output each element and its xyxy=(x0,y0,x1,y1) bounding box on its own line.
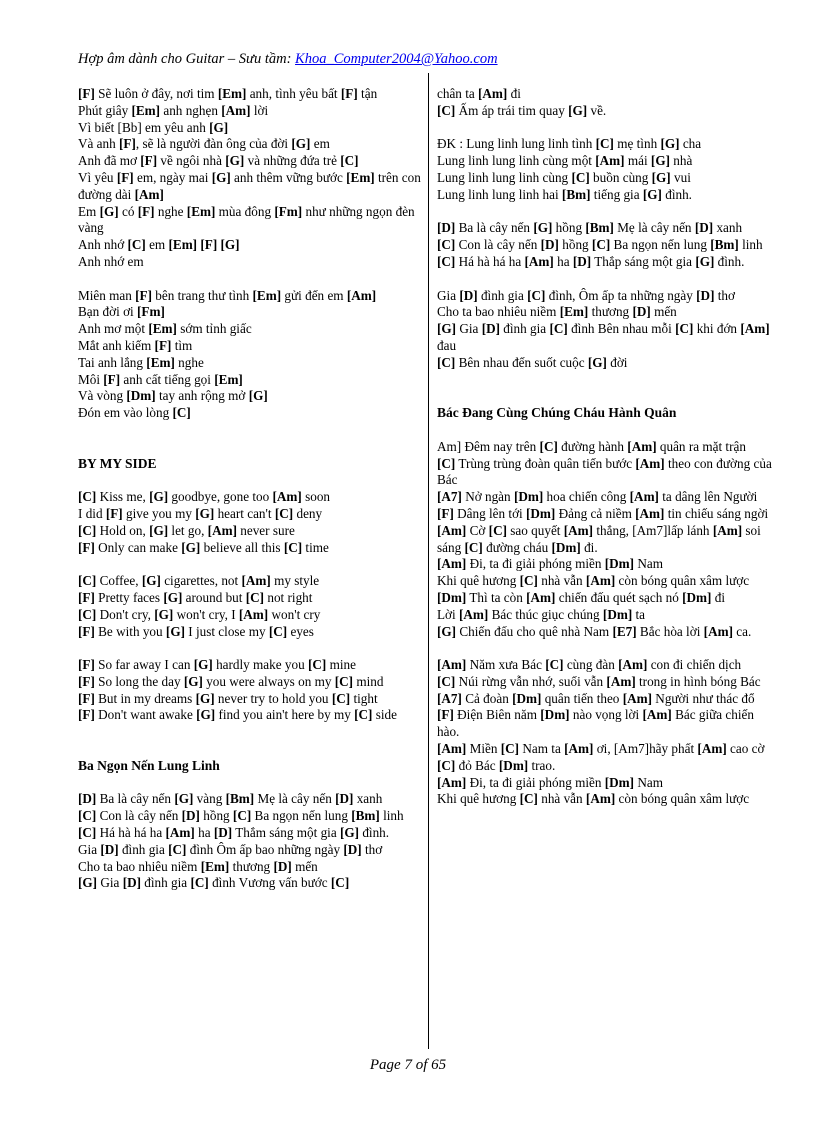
lyric-line: Lời [Am] Bác thúc giục chúng [Dm] ta xyxy=(437,606,646,622)
chord: [F] xyxy=(437,707,454,723)
chord: [Am] xyxy=(241,573,271,589)
chord: [Am] xyxy=(629,489,659,505)
chord: [C] xyxy=(437,253,456,269)
chord: [Am] xyxy=(437,657,467,673)
chord: [Dm] xyxy=(437,589,467,605)
chord: [Am] xyxy=(642,707,672,723)
chord: [C] xyxy=(437,102,456,118)
chord: [Am] xyxy=(697,741,727,757)
chord: [D] xyxy=(572,253,592,269)
lyric-line: [F] Pretty faces [G] around but [C] not right xyxy=(78,589,313,605)
chord: [C] xyxy=(78,489,97,505)
chord: [G] xyxy=(651,169,671,185)
blank-line xyxy=(78,472,422,489)
lyric-line: [Am] Đi, ta đi giải phóng miền [Dm] Nam xyxy=(437,774,663,790)
chord: [G] xyxy=(99,203,119,219)
lyric-line: Tai anh lắng [Em] nghe xyxy=(78,354,204,370)
lyric-line: Gia [D] đình gia [C] đình, Ôm ấp ta những ngày [D] thơ xyxy=(437,287,735,303)
chord: [C] xyxy=(519,791,538,807)
lyric-line: ĐK : Lung linh lung linh tình [C] mẹ tình [G] cha xyxy=(437,136,702,152)
chord: [C] xyxy=(519,573,538,589)
chord: [D] xyxy=(335,791,354,807)
chord: [F] xyxy=(105,505,123,521)
lyric-line: [F] Sẽ luôn ở đây, nơi tim [Em] anh, tình yêu bất [F] tận xyxy=(78,86,378,101)
chord: [C] xyxy=(78,606,97,622)
lyric-line: [A7] Cả đoàn [Dm] quân tiến theo [Am] Người như thác đổ xyxy=(437,690,755,706)
lyric-line: [F] So long the day [G] you were always on my [C] mind xyxy=(78,673,384,689)
chord: [C] xyxy=(675,321,694,337)
chord: [Am] xyxy=(595,153,625,169)
chord: [G] xyxy=(149,522,169,538)
chord: [Am] xyxy=(618,657,648,673)
chord: [C] xyxy=(190,875,209,891)
lyric-line: [C] Hold on, [G] let go, [Am] never sure xyxy=(78,522,295,538)
chord: [G] xyxy=(165,623,185,639)
chord: [Em] xyxy=(186,203,216,219)
lyric-line: [G] Chiến đấu cho quê nhà Nam [E7] Bắc hòa lời [Am] ca. xyxy=(437,623,752,639)
lyric-line: Vì yêu [F] em, ngày mai [G] anh thêm vững bước [Em] trên con đường dài [Am] xyxy=(78,169,421,202)
lyric-line: Cho ta bao nhiêu niềm [Em] thương [D] mến xyxy=(78,858,318,874)
chord: [Am] xyxy=(627,438,657,454)
blank-line xyxy=(437,120,777,137)
chord: [Em] xyxy=(559,304,589,320)
chord: [Am] xyxy=(524,253,554,269)
chord: [C] xyxy=(545,657,564,673)
song-title: Bác Đang Cùng Chúng Cháu Hành Quân xyxy=(437,405,677,421)
chord: [Am] xyxy=(221,102,251,118)
left-column xyxy=(78,86,422,892)
chord: [C] xyxy=(172,405,191,421)
chord: [G] xyxy=(149,489,169,505)
chord: [G] xyxy=(225,153,245,169)
chord: [Dm] xyxy=(604,774,635,790)
chord: [G] xyxy=(78,875,98,891)
header-email-link[interactable]: Khoa_Computer2004@Yahoo.com xyxy=(295,51,498,67)
blank-line xyxy=(437,204,777,221)
chord: [G] xyxy=(183,673,203,689)
page-header xyxy=(78,51,498,68)
lyric-line: [Am] Đi, ta đi giải phóng miền [Dm] Nam xyxy=(437,556,663,572)
lyric-line: [C] Don't cry, [G] won't cry, I [Am] won't cry xyxy=(78,606,321,622)
chord: [G] xyxy=(163,589,183,605)
blank-line xyxy=(437,422,777,439)
chord: [Am] xyxy=(585,573,616,589)
chord: [C] xyxy=(78,522,97,538)
chord: [D] xyxy=(213,825,233,841)
chord: [A7] xyxy=(437,489,462,505)
chord: [Am] xyxy=(606,673,636,689)
chord: [Am] xyxy=(437,522,467,538)
chord: [C] xyxy=(274,505,294,521)
chord: [Dm] xyxy=(512,690,542,706)
lyric-line: [C] Núi rừng vẫn nhớ, suối vẫn [Am] trong in hình bóng Bác xyxy=(437,673,761,689)
lyric-line: [D] Ba là cây nến [G] vàng [Bm] Mẹ là cây nến [D] xanh xyxy=(78,791,383,807)
chord: [F] xyxy=(103,371,121,387)
chord: [Dm] xyxy=(602,606,633,622)
chord: [Am] xyxy=(165,825,195,841)
chord: [G] xyxy=(650,153,670,169)
chord: [C] xyxy=(330,875,350,891)
lyric-line: [D] Ba là cây nến [G] hồng [Bm] Mẹ là cây nến [D] xanh xyxy=(437,220,743,236)
chord: [F] xyxy=(78,86,95,101)
chord: [Am] xyxy=(585,791,616,807)
chord: [Dm] xyxy=(526,505,556,521)
lyric-line: [C] Con là cây nến [D] hồng [C] Ba ngọn nến lung [Bm] linh xyxy=(78,808,404,824)
chord: [Am] xyxy=(437,774,467,790)
chord: [Am] xyxy=(712,522,743,538)
chord: [C] xyxy=(127,237,146,253)
song-title: BY MY SIDE xyxy=(78,455,157,471)
chord: [F] xyxy=(78,657,95,673)
chord: [D] xyxy=(122,875,141,891)
chord: [D] xyxy=(343,841,362,857)
lyric-line: [Am] Năm xưa Bác [C] cùng đàn [Am] con đi chiến dịch xyxy=(437,657,742,673)
chord: [F] xyxy=(78,539,95,555)
chord: [Dm] xyxy=(540,707,570,723)
lyric-line: I did [F] give you my [G] heart can't [C] deny xyxy=(78,505,323,521)
chord: [F] xyxy=(140,153,158,169)
chord: [Am] xyxy=(703,623,733,639)
blank-line xyxy=(437,271,777,288)
chord: [C] xyxy=(354,707,373,723)
chord: [C] xyxy=(168,841,187,857)
lyric-line: Cho ta bao nhiêu niềm [Em] thương [D] mến xyxy=(437,304,677,320)
lyric-line: [F] Dâng lên tới [Dm] Đảng cả niềm [Am] tin chiếu sáng ngời xyxy=(437,505,769,521)
chord: [G] xyxy=(174,791,194,807)
chord: [G] xyxy=(195,690,215,706)
lyric-line: Am] Đêm nay trên [C] đường hành [Am] quân ra mặt trận xyxy=(437,438,746,454)
chord: [Am] xyxy=(459,606,489,622)
chord: [Am] xyxy=(478,86,508,101)
chord: [Bm] xyxy=(710,237,739,253)
chord: [G] xyxy=(196,707,216,723)
chord: [C] xyxy=(437,455,456,471)
chord: [E7] xyxy=(612,623,637,639)
lyric-line: [G] Gia [D] đình gia [C] đình Vương vấn bước [C] xyxy=(78,875,350,891)
chord: [Dm] xyxy=(604,556,635,572)
chord: [Am] xyxy=(526,589,556,605)
chord: [C] xyxy=(437,237,456,253)
chord: [Am] xyxy=(134,186,164,202)
chord: [D] xyxy=(100,841,119,857)
chord: [F] xyxy=(340,86,358,101)
chord: [F] xyxy=(78,589,95,605)
chord: [C] xyxy=(527,287,546,303)
blank-line xyxy=(78,422,422,456)
chord: [C] xyxy=(331,690,351,706)
chord: [C] xyxy=(571,169,590,185)
chord: [C] xyxy=(464,539,483,555)
lyric-line: [C] Kiss me, [G] goodbye, gone too [Am] soon xyxy=(78,489,331,505)
lyric-line: [F] Only can make [G] believe all this [C] time xyxy=(78,539,329,555)
chord: [C] xyxy=(307,657,327,673)
chord: [C] xyxy=(268,623,288,639)
chord: [Am] xyxy=(272,489,302,505)
lyric-line: Em [G] có [F] nghe [Em] mùa đông [Fm] như những ngọn đèn vàng xyxy=(78,203,415,236)
page-footer: Page 7 of 65 xyxy=(369,1057,447,1073)
chord: [Am] xyxy=(437,556,467,572)
chord: [Em] xyxy=(168,237,198,253)
chord: [D] xyxy=(694,220,714,236)
lyric-line: Đón em vào lòng [C] xyxy=(78,405,191,421)
chord: [G] xyxy=(141,573,161,589)
chord: [Dm] xyxy=(682,589,712,605)
chord: [D] xyxy=(696,287,715,303)
lyric-line: [Am] Miền [C] Nam ta [Am] ơi, [Am7]hãy phất [Am] cao cờ [C] đỏ Bác [Dm] trao. xyxy=(437,741,765,773)
chord: [G] xyxy=(193,657,213,673)
chord: [G] xyxy=(587,354,607,370)
chord: [G] xyxy=(195,505,215,521)
chord: [G] xyxy=(181,539,201,555)
right-column xyxy=(437,86,777,808)
chord: [D] xyxy=(632,304,651,320)
chord: [C] xyxy=(78,573,97,589)
lyric-line: Lung linh lung linh cùng một [Am] mái [G] nhà xyxy=(437,153,693,169)
chord: [D] xyxy=(437,220,456,236)
chord: [G] xyxy=(642,186,662,202)
chord: [C] xyxy=(591,237,611,253)
chord: [G] xyxy=(660,136,680,152)
lyric-line: [C] Con là cây nến [D] hồng [C] Ba ngọn nến lung [Bm] linh xyxy=(437,237,763,253)
chord: [Dm] xyxy=(513,489,544,505)
chord: [Em] xyxy=(214,371,243,387)
chord: [Bm] xyxy=(561,186,591,202)
chord: [C] xyxy=(334,673,354,689)
chord: [D] xyxy=(273,858,292,874)
chord: [Am] xyxy=(563,522,594,538)
chord: [F] xyxy=(437,505,454,521)
chord: [G] xyxy=(568,102,588,118)
chord: [F] xyxy=(154,337,172,353)
chord: [Em] xyxy=(346,169,375,185)
chord: [Em] xyxy=(200,858,230,874)
chord: [Am] xyxy=(635,505,665,521)
lyric-line: [C] Ấm áp trái tim quay [G] về. xyxy=(437,102,607,118)
chord: [C] xyxy=(437,673,456,689)
chord: [F] xyxy=(78,707,95,723)
chord: [C] xyxy=(283,539,303,555)
chord: [G] xyxy=(339,825,360,841)
chord: [G] xyxy=(437,321,457,337)
chord: [F] xyxy=(116,169,134,185)
blank-line xyxy=(78,556,422,573)
chord: [F] xyxy=(119,136,136,152)
chord: [Fm] xyxy=(137,304,165,320)
column-divider xyxy=(428,73,429,1049)
chord: [C] xyxy=(595,136,614,152)
chord: [C] xyxy=(245,589,265,605)
lyric-line: [C] Há hà há ha [Am] ha [D] Thắm sáng một gia [G] đình. xyxy=(78,825,390,841)
chord: [D] xyxy=(540,237,559,253)
chord: [C] xyxy=(78,808,97,824)
chord: [C] xyxy=(340,153,359,169)
lyric-line: [F] But in my dreams [G] never try to hold you [C] tight xyxy=(78,690,378,706)
lyric-line: [Dm] Thì ta còn [Am] chiến đấu quét sạch nó [Dm] đi xyxy=(437,589,725,605)
chord: [G] xyxy=(209,119,229,135)
chord: [F] xyxy=(200,237,218,253)
lyric-line: Phút giây [Em] anh nghẹn [Am] lời xyxy=(78,102,269,118)
chord: [Em] xyxy=(252,287,282,303)
lyric-line: [F] Điện Biên năm [Dm] nào vọng lời [Am] Bác giữa chiến hào. xyxy=(437,707,754,740)
lyric-line: Anh nhớ [C] em [Em] [F] [G] xyxy=(78,237,240,253)
chord: [G] xyxy=(248,388,268,404)
chord: [Bm] xyxy=(585,220,614,236)
chord: [C] xyxy=(78,825,97,841)
lyric-line: Và vòng [Dm] tay anh rộng mở [G] xyxy=(78,388,268,404)
lyric-line: [F] So far away I can [G] hardly make you [C] mine xyxy=(78,657,356,673)
chord: [G] xyxy=(154,606,174,622)
lyric-line: [C] Trùng trùng đoàn quân tiến bước [Am] theo con đường của Bác xyxy=(437,455,772,488)
lyric-line: Anh mơ một [Em] sớm tỉnh giấc xyxy=(78,321,252,337)
lyric-line: Miên man [F] bên trang thư tình [Em] gửi đến em [Am] xyxy=(78,287,377,303)
chord: [Fm] xyxy=(274,203,303,219)
chord: [Bm] xyxy=(225,791,255,807)
lyric-line: Khi quê hương [C] nhà vẫn [Am] còn bóng quân xâm lược xyxy=(437,573,750,589)
lyric-line: [Am] Cờ [C] sao quyết [Am] thắng, [Am7]lấp lánh [Am] soi sáng [C] đường cháu [Dm] đi. xyxy=(437,522,761,555)
chord: [Dm] xyxy=(498,757,529,773)
chord: [Am] xyxy=(635,455,665,471)
lyric-line: chân ta [Am] đi xyxy=(437,86,521,101)
blank-line xyxy=(437,372,777,406)
chord: [Am] xyxy=(437,741,467,757)
lyric-line: Khi quê hương [C] nhà vẫn [Am] còn bóng quân xâm lược xyxy=(437,791,750,807)
lyric-line: Lung linh lung linh hai [Bm] tiếng gia [G] đình. xyxy=(437,186,692,202)
chord: [Am] xyxy=(564,741,594,757)
chord: [Em] xyxy=(148,321,177,337)
blank-line xyxy=(78,640,422,657)
chord: [F] xyxy=(78,623,95,639)
chord: [A7] xyxy=(437,690,462,706)
chord: [G] xyxy=(291,136,311,152)
chord: [G] xyxy=(211,169,231,185)
chord: [G] xyxy=(533,220,553,236)
lyric-line: [A7] Nở ngàn [Dm] hoa chiến công [Am] ta dâng lên Người xyxy=(437,489,758,505)
chord: [G] xyxy=(437,623,457,639)
chord: [Bm] xyxy=(351,808,380,824)
chord: [F] xyxy=(78,690,95,706)
chord: [Am] xyxy=(207,522,237,538)
chord: [C] xyxy=(437,354,456,370)
chord: [F] xyxy=(78,673,95,689)
lyric-line: Lung linh lung linh cùng [C] buồn cùng [G] vui xyxy=(437,169,691,185)
chord: [C] xyxy=(437,757,456,773)
chord: [Dm] xyxy=(126,388,156,404)
lyric-line: [C] Bên nhau đến suốt cuộc [G] đời xyxy=(437,354,628,370)
chord: [D] xyxy=(459,287,478,303)
lyric-line: Mắt anh kiếm [F] tìm xyxy=(78,337,193,353)
chord: [D] xyxy=(481,321,500,337)
lyric-line: [G] Gia [D] đình gia [C] đình Bên nhau mỗi [C] khi đớn [Am] đau xyxy=(437,321,770,353)
chord: [Em] xyxy=(146,354,175,370)
lyric-line: Và anh [F], sẽ là người đàn ông của đời [G] em xyxy=(78,136,330,152)
blank-line xyxy=(78,271,422,288)
lyric-line: Gia [D] đình gia [C] đình Ôm ấp bao những ngày [D] thơ xyxy=(78,841,383,857)
blank-line xyxy=(78,724,422,758)
song-title: Ba Ngọn Nến Lung Linh xyxy=(78,757,220,773)
blank-line xyxy=(437,640,777,657)
chord: [C] xyxy=(539,438,558,454)
chord: [Am] xyxy=(238,606,269,622)
chord: [C] xyxy=(232,808,252,824)
lyric-line: Môi [F] anh cất tiếng gọi [Em] xyxy=(78,371,243,387)
chord: [Am] xyxy=(622,690,652,706)
lyric-line: Anh nhớ em xyxy=(78,253,144,269)
chord: [G] xyxy=(220,237,240,253)
lyric-line: [F] Don't want awake [G] find you ain't here by my [C] side xyxy=(78,707,397,723)
blank-line xyxy=(78,775,422,792)
chord: [C] xyxy=(549,321,568,337)
chord: [C] xyxy=(488,522,507,538)
chord: [G] xyxy=(695,253,715,269)
chord: [D] xyxy=(181,808,200,824)
chord: [Em] xyxy=(131,102,161,118)
lyric-line: Vì biết [Bb] em yêu anh [G] xyxy=(78,119,229,135)
lyric-line: [F] Be with you [G] I just close my [C] eyes xyxy=(78,623,314,639)
lyric-line: Bạn đời ơi [Fm] xyxy=(78,304,165,320)
chord: [Am] xyxy=(740,321,770,337)
lyric-line: [C] Coffee, [G] cigarettes, not [Am] my style xyxy=(78,573,320,589)
chord: [Dm] xyxy=(551,539,581,555)
chord: [C] xyxy=(500,741,520,757)
chord: [Em] xyxy=(217,86,247,101)
chord: [F] xyxy=(135,287,152,303)
chord: [F] xyxy=(137,203,155,219)
chord: [D] xyxy=(78,791,97,807)
header-text: Hợp âm dành cho Guitar – Sưu tầm: xyxy=(78,51,296,67)
lyric-line: Anh đã mơ [F] về ngôi nhà [G] và những đứa trẻ [C] xyxy=(78,153,359,169)
chord: [Am] xyxy=(346,287,377,303)
lyric-line: [C] Há hà há ha [Am] ha [D] Thắp sáng một gia [G] đình. xyxy=(437,253,745,269)
